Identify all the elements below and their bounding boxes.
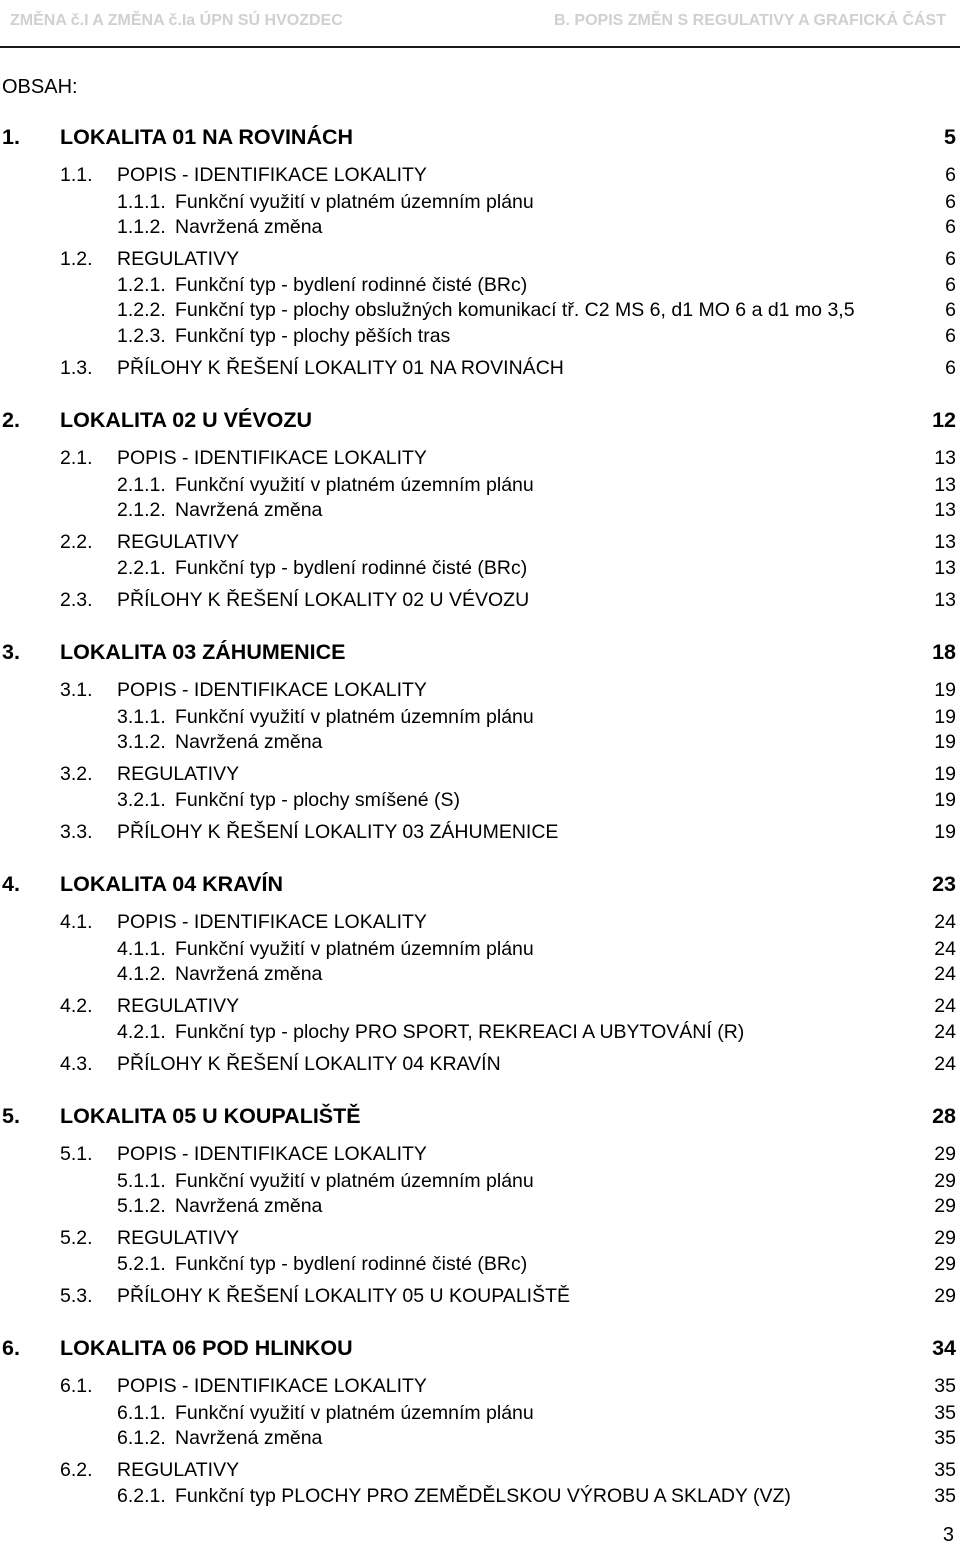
toc-entry-page: 24 <box>934 911 956 933</box>
toc-entry-title: PŘÍLOHY K ŘEŠENÍ LOKALITY 05 U KOUPALIŠTĚ <box>117 1285 571 1307</box>
toc-entry-number: 6. <box>2 1336 20 1360</box>
toc-entry-page: 19 <box>934 821 956 843</box>
toc-entry-number: 3.1.1. <box>117 706 166 728</box>
toc-entry-page: 6 <box>945 274 956 296</box>
toc-entry-number: 6.2. <box>60 1459 93 1481</box>
toc-entry-number: 5.2. <box>60 1227 93 1249</box>
toc-entry-title: POPIS - IDENTIFIKACE LOKALITY <box>117 164 427 186</box>
toc-entry-page: 35 <box>934 1427 956 1449</box>
toc-entry-number: 3.1. <box>60 679 93 701</box>
toc-entry-page: 35 <box>934 1375 956 1397</box>
header-section-title: B. POPIS ZMĚN S REGULATIVY A GRAFICKÁ ČÁST <box>553 12 946 29</box>
toc-entry-title: Funkční využití v platném územním plánu <box>175 706 534 728</box>
toc-entry-title: REGULATIVY <box>117 248 240 270</box>
toc-entry-title: Funkční využití v platném územním plánu <box>175 191 534 213</box>
toc-entry-page: 35 <box>934 1402 956 1424</box>
toc-entry-number: 5.3. <box>60 1285 93 1307</box>
toc-entry-title: POPIS - IDENTIFIKACE LOKALITY <box>117 447 427 469</box>
toc-entry-title: LOKALITA 02 U VÉVOZU <box>60 408 313 432</box>
toc-entry-page: 19 <box>934 789 956 811</box>
toc-entry-number: 1.1.2. <box>117 216 166 238</box>
toc-entry-number: 2.1. <box>60 447 93 469</box>
toc-entry-title: POPIS - IDENTIFIKACE LOKALITY <box>117 679 427 701</box>
toc-entry-page: 35 <box>934 1485 956 1507</box>
toc-entry-page: 6 <box>945 216 956 238</box>
toc-entry-number: 6.1. <box>60 1375 93 1397</box>
toc-entry-title: Funkční typ - bydlení rodinné čisté (BRc) <box>175 1253 528 1275</box>
toc-entry-number: 2. <box>2 408 20 432</box>
toc-entry-number: 2.1.2. <box>117 499 166 521</box>
page-header <box>0 0 960 48</box>
toc-entry-page: 29 <box>934 1285 956 1307</box>
toc-entry-title: Funkční typ - plochy smíšené (S) <box>175 789 461 811</box>
toc-entry-title: PŘÍLOHY K ŘEŠENÍ LOKALITY 03 ZÁHUMENICE <box>117 821 559 843</box>
toc-entry-number: 6.1.2. <box>117 1427 166 1449</box>
toc-entry-title: POPIS - IDENTIFIKACE LOKALITY <box>117 1143 427 1165</box>
toc-entry-title: LOKALITA 03 ZÁHUMENICE <box>60 640 346 664</box>
toc-entry-page: 29 <box>934 1227 956 1249</box>
toc-entry-number: 3.3. <box>60 821 93 843</box>
toc-entry-title: Navržená změna <box>175 216 323 238</box>
toc-entry-number: 5.1.1. <box>117 1170 166 1192</box>
toc-entry-page: 6 <box>945 325 956 347</box>
toc-entry-number: 5. <box>2 1104 20 1128</box>
toc-entry-page: 6 <box>945 299 956 321</box>
toc-entry-page: 19 <box>934 763 956 785</box>
toc-entry-number: 1.1.1. <box>117 191 166 213</box>
toc-entry-page: 35 <box>934 1459 956 1481</box>
toc-entry-page: 24 <box>934 995 956 1017</box>
toc-entry-page: 6 <box>945 357 956 379</box>
toc-entry-title: Navržená změna <box>175 731 323 753</box>
toc-entry-page: 19 <box>934 706 956 728</box>
toc-entry-page: 24 <box>934 963 956 985</box>
toc-entry-page: 13 <box>934 474 956 496</box>
toc-entry-page: 13 <box>934 447 956 469</box>
toc-entry-title: Funkční typ - bydlení rodinné čisté (BRc) <box>175 274 528 296</box>
toc-entry-page: 13 <box>934 531 956 553</box>
toc-entry-title: REGULATIVY <box>117 531 240 553</box>
toc-entry-title: REGULATIVY <box>117 1227 240 1249</box>
toc-entry-title: Navržená změna <box>175 963 323 985</box>
toc-entry-number: 2.3. <box>60 589 93 611</box>
toc-entry-number: 4.3. <box>60 1053 93 1075</box>
toc-entry-number: 1.2. <box>60 248 93 270</box>
toc-entry-number: 5.1. <box>60 1143 93 1165</box>
toc-entry-page: 24 <box>934 1021 956 1043</box>
toc-entry-title: REGULATIVY <box>117 1459 240 1481</box>
toc-entry-page: 34 <box>932 1336 956 1360</box>
toc-entry-title: PŘÍLOHY K ŘEŠENÍ LOKALITY 02 U VÉVOZU <box>117 589 530 611</box>
toc-entry-page: 13 <box>934 589 956 611</box>
toc-entry-number: 6.1.1. <box>117 1402 166 1424</box>
toc-entry-title: Funkční využití v platném územním plánu <box>175 938 534 960</box>
toc-entry-title: POPIS - IDENTIFIKACE LOKALITY <box>117 1375 427 1397</box>
toc-entry-page: 23 <box>932 872 956 896</box>
toc-entry-title: REGULATIVY <box>117 995 240 1017</box>
toc-entry-page: 19 <box>934 731 956 753</box>
toc-entry-page: 12 <box>932 408 956 432</box>
toc-entry-number: 1. <box>2 125 20 149</box>
toc-entry-title: PŘÍLOHY K ŘEŠENÍ LOKALITY 04 KRAVÍN <box>117 1053 501 1075</box>
toc-entry-title: Funkční využití v platném územním plánu <box>175 1170 534 1192</box>
toc-entry-number: 4. <box>2 872 20 896</box>
toc-entry-number: 3.2.1. <box>117 789 166 811</box>
toc-entry-page: 6 <box>945 248 956 270</box>
toc-entry-title: Funkční typ - bydlení rodinné čisté (BRc) <box>175 557 528 579</box>
toc-entry-title: LOKALITA 06 POD HLINKOU <box>60 1336 353 1360</box>
toc-entry-page: 24 <box>934 938 956 960</box>
toc-entry-title: Funkční typ - plochy pěších tras <box>175 325 451 347</box>
toc-entry-number: 2.2.1. <box>117 557 166 579</box>
toc-entry-number: 4.2.1. <box>117 1021 166 1043</box>
toc-entry-number: 4.1.1. <box>117 938 166 960</box>
toc-entry-page: 29 <box>934 1143 956 1165</box>
toc-entry-title: POPIS - IDENTIFIKACE LOKALITY <box>117 911 427 933</box>
toc-entry-title: Funkční využití v platném územním plánu <box>175 474 534 496</box>
toc-entry-number: 1.1. <box>60 164 93 186</box>
toc-entry-page: 24 <box>934 1053 956 1075</box>
toc-entry-title: PŘÍLOHY K ŘEŠENÍ LOKALITY 01 NA ROVINÁCH <box>117 357 564 379</box>
toc-entry-title: LOKALITA 04 KRAVÍN <box>60 872 283 896</box>
toc-entry-number: 2.1.1. <box>117 474 166 496</box>
toc-entry-title: LOKALITA 01 NA ROVINÁCH <box>60 125 354 149</box>
toc-entry-title: Navržená změna <box>175 1427 323 1449</box>
toc-entry-page: 18 <box>932 640 956 664</box>
toc-entry-number: 6.2.1. <box>117 1485 166 1507</box>
toc-heading: OBSAH: <box>2 76 78 98</box>
toc-entry-page: 5 <box>944 125 956 149</box>
toc-entry-title: Navržená změna <box>175 1195 323 1217</box>
toc-entry-title: Navržená změna <box>175 499 323 521</box>
toc-entry-number: 4.1. <box>60 911 93 933</box>
toc-entry-page: 6 <box>945 164 956 186</box>
toc-entry-number: 4.1.2. <box>117 963 166 985</box>
toc-entry-page: 29 <box>934 1195 956 1217</box>
toc-entry-number: 1.2.1. <box>117 274 166 296</box>
toc-entry-page: 29 <box>934 1170 956 1192</box>
toc-entry-page: 29 <box>934 1253 956 1275</box>
toc-entry-number: 2.2. <box>60 531 93 553</box>
page-number: 3 <box>942 1524 954 1546</box>
toc-entry-number: 3.2. <box>60 763 93 785</box>
toc-entry-number: 1.2.3. <box>117 325 166 347</box>
toc-entry-title: LOKALITA 05 U KOUPALIŠTĚ <box>60 1104 361 1128</box>
toc-entry-page: 19 <box>934 679 956 701</box>
toc-entry-number: 1.2.2. <box>117 299 166 321</box>
toc-entry-title: Funkční typ - plochy PRO SPORT, REKREACI A UBYTOVÁNÍ (R) <box>175 1021 745 1043</box>
toc-entry-page: 13 <box>934 557 956 579</box>
toc-entry-title: Funkční typ - plochy obslužných komunikací tř. C2 MS 6, d1 MO 6 a d1 mo 3,5 <box>175 299 855 321</box>
toc-entry-page: 6 <box>945 191 956 213</box>
toc-entry-number: 5.1.2. <box>117 1195 166 1217</box>
toc-entry-number: 3. <box>2 640 20 664</box>
toc-entry-number: 1.3. <box>60 357 93 379</box>
toc-entry-number: 4.2. <box>60 995 93 1017</box>
toc-entry-page: 28 <box>932 1104 956 1128</box>
toc-entry-number: 3.1.2. <box>117 731 166 753</box>
toc-entry-number: 5.2.1. <box>117 1253 166 1275</box>
toc-entry-title: Funkční využití v platném územním plánu <box>175 1402 534 1424</box>
toc-entry-page: 13 <box>934 499 956 521</box>
header-document-title: ZMĚNA č.I A ZMĚNA č.Ia ÚPN SÚ HVOZDEC <box>10 12 343 29</box>
toc-entry-title: REGULATIVY <box>117 763 240 785</box>
toc-entry-title: Funkční typ PLOCHY PRO ZEMĚDĚLSKOU VÝROBU A SKLADY (VZ) <box>175 1485 791 1507</box>
